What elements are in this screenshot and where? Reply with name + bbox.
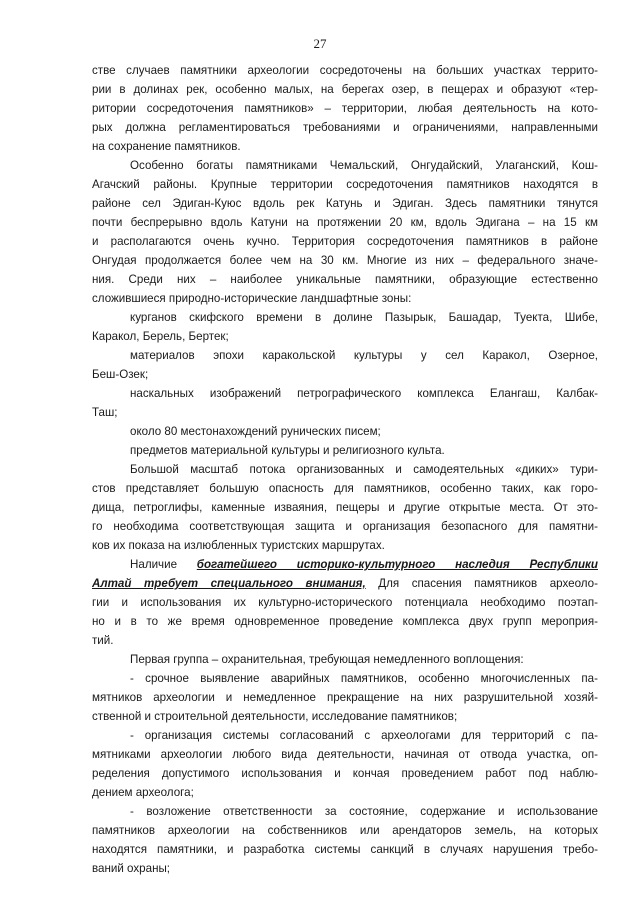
text-line: около 80 местонахождений рунических писем; (130, 425, 381, 438)
text-line: рых должна регламентироваться требованиями и ограничениями, направленными (92, 121, 598, 134)
text-line: и располагаются очень кучно. Территория сосредоточения памятников в районе (92, 235, 598, 248)
text-line: ваний охраны; (92, 862, 171, 875)
text-line: находятся памятники, и разработка системы санкций в случаях нарушения требо- (92, 843, 598, 856)
text-line: дением археолога; (92, 786, 194, 799)
text-line: памятников археологии на собственников или арендаторов земель, на которых (92, 824, 598, 837)
text-line: - организация системы согласований с археологами для территорий с па- (130, 729, 598, 742)
text-line: дища, петроглифы, каменные изваяния, пещеры и другие открытые места. От это- (92, 501, 598, 514)
text-line: Первая группа – охранительная, требующая немедленного воплощения: (130, 653, 524, 666)
text-line: ственной и строительной деятельности, исследование памятников; (92, 710, 458, 723)
text-line: Беш-Озек; (92, 368, 149, 381)
text-line: Онгудая продолжается более чем на 30 км. Многие из них – федерального значе- (92, 254, 598, 267)
emph-line-3: гии и использования их культурно-исторического потенциала необходимо поэтап- (92, 596, 598, 609)
text-line: Каракол, Берель, Бертек; (92, 330, 229, 343)
emph-text-1: богатейшего историко-культурного наследия Республики (196, 558, 598, 571)
text-line: Агачский районы. Крупные территории сосредоточения памятников находятся в (92, 178, 598, 191)
text-line: - срочное выявление аварийных памятников, особенно многочисленных па- (130, 672, 598, 685)
text-line: материалов эпохи каракольской культуры у сел Каракол, Озерное, (130, 349, 598, 362)
text-line: стов представляет большую опасность для памятников, особенно таких, как горо- (92, 482, 598, 495)
emph-rest: Для спасения памятников археоло- (365, 577, 598, 590)
text-line: сложившиеся природно-исторические ландшафтные зоны: (92, 292, 412, 305)
text-line: стве случаев памятники археологии сосредоточены на больших участках террито- (92, 64, 598, 77)
text-line: рии в долинах рек, особенно малых, на берегах озер, в пещерах и образуют «тер- (92, 83, 598, 96)
text-line: Особенно богаты памятниками Чемальский, Онгудайский, Улаганский, Кош- (130, 159, 598, 172)
text-line: курганов скифского времени в долине Пазырык, Башадар, Туекта, Шибе, (130, 311, 598, 324)
emph-line-4: но и в то же время одновременное проведение комплекса двух групп мероприя- (92, 615, 598, 628)
text-line: районе сел Эдиган-Куюс вдоль рек Катунь и Эдиган. Здесь памятники тянутся (92, 197, 598, 210)
text-line: мятников археологии и немедленное прекращение на них разрушительной хозяй- (92, 691, 598, 704)
text-line: ков их показа на излюбленных туристских маршрутах. (92, 539, 385, 552)
page-number: 27 (313, 36, 327, 51)
text-line: ния. Среди них – наиболее уникальные памятники, образующие естественно (92, 273, 598, 286)
emph-line-2 (92, 575, 598, 594)
emph-text-2: Алтай требует специального внимания, (92, 577, 366, 590)
text-line: ределения допустимого использования и кончая проведением работ под наблю- (92, 767, 598, 780)
text-line: предметов материальной культуры и религиозного культа. (130, 444, 445, 457)
text-line: мятниками археологии любого вида деятельности, начиная от отвода участка, оп- (92, 748, 598, 761)
emph-line-1 (130, 556, 598, 575)
emph-line-5: тий. (92, 634, 114, 647)
emph-lead: Наличие (130, 558, 197, 571)
text-line: наскальных изображений петрографического комплекса Елангаш, Калбак- (130, 387, 598, 400)
text-line: на сохранение памятников. (92, 140, 241, 153)
text-line: Таш; (92, 406, 118, 419)
text-line: - возложение ответственности за состояние, содержание и использование (130, 805, 598, 818)
text-line: ритории сосредоточения памятников» – территории, любая деятельность на кото- (92, 102, 598, 115)
text-line: го необходима соответствующая защита и организация безопасного для памятни- (92, 520, 598, 533)
text-line: Большой масштаб потока организованных и самодеятельных «диких» тури- (130, 463, 598, 476)
text-line: почти беспрерывно вдоль Катуни на протяжении 20 км, вдоль Эдигана – на 15 км (92, 216, 598, 229)
